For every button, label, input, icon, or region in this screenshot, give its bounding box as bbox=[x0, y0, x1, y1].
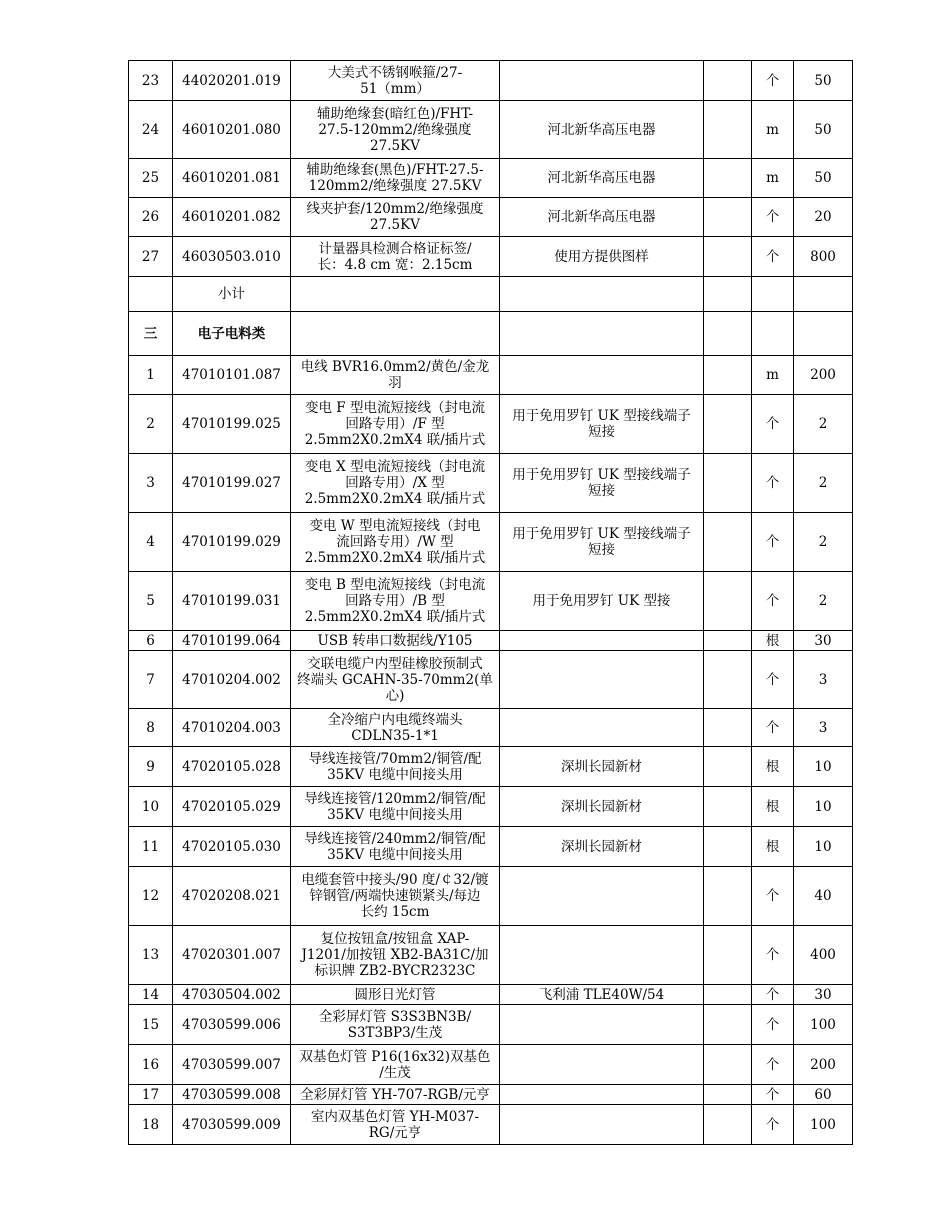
unit-cell: 个 bbox=[752, 985, 794, 1005]
blank-cell-cell bbox=[704, 631, 752, 651]
unit-cell: 根 bbox=[752, 827, 794, 867]
blank-cell-cell bbox=[704, 356, 752, 395]
blank-cell-cell bbox=[704, 101, 752, 159]
row-number-cell: 27 bbox=[129, 237, 173, 277]
material-name-cell: 变电 W 型电流短接线（封电 流回路专用）/W 型 2.5mm2X0.2mX4 联/插片式 bbox=[291, 513, 500, 572]
material-code-cell: 47020105.029 bbox=[173, 787, 291, 827]
row-number-cell: 7 bbox=[129, 651, 173, 709]
table-row bbox=[129, 395, 853, 454]
materials-table-body bbox=[129, 61, 853, 1145]
supplier-note-cell: 用于免用罗钉 UK 型接线端子 短接 bbox=[500, 513, 704, 572]
supplier-note-cell bbox=[500, 926, 704, 985]
supplier-note-cell: 深圳长园新材 bbox=[500, 827, 704, 867]
supplier-note-cell bbox=[500, 1005, 704, 1045]
material-code-cell: 47020105.030 bbox=[173, 827, 291, 867]
section-row bbox=[129, 312, 853, 356]
supplier-note-cell bbox=[500, 356, 704, 395]
row-number-cell: 18 bbox=[129, 1105, 173, 1145]
supplier-note-cell: 用于免用罗钉 UK 型接 bbox=[500, 572, 704, 631]
blank-cell-cell bbox=[704, 61, 752, 101]
material-code-cell: 47010101.087 bbox=[173, 356, 291, 395]
material-code-cell: 47030599.008 bbox=[173, 1085, 291, 1105]
unit-cell: 根 bbox=[752, 787, 794, 827]
table-row bbox=[129, 631, 853, 651]
material-code-cell: 46010201.081 bbox=[173, 159, 291, 198]
quantity-cell: 2 bbox=[794, 572, 853, 631]
material-name-cell: 变电 X 型电流短接线（封电流 回路专用）/X 型 2.5mm2X0.2mX4 联/插片式 bbox=[291, 454, 500, 513]
material-code-cell: 47010199.029 bbox=[173, 513, 291, 572]
unit-cell: 个 bbox=[752, 926, 794, 985]
row-number-cell: 17 bbox=[129, 1085, 173, 1105]
supplier-note-cell bbox=[500, 651, 704, 709]
blank-cell-cell bbox=[704, 198, 752, 237]
row-number-cell: 9 bbox=[129, 747, 173, 787]
blank-cell-cell bbox=[704, 985, 752, 1005]
material-code-cell: 47010199.027 bbox=[173, 454, 291, 513]
unit-cell: 个 bbox=[752, 1005, 794, 1045]
blank-cell-cell bbox=[704, 237, 752, 277]
blank-cell-cell bbox=[704, 454, 752, 513]
material-name-cell: 电缆套管中接头/90 度/￠32/镀 锌钢管/两端快速锁紧头/每边 长约 15cm bbox=[291, 867, 500, 926]
material-name-cell: 圆形日光灯管 bbox=[291, 985, 500, 1005]
table-row bbox=[129, 61, 853, 101]
table-row bbox=[129, 237, 853, 277]
table-row bbox=[129, 1105, 853, 1145]
row-number-cell: 三 bbox=[129, 312, 173, 356]
material-name-cell: 复位按钮盒/按钮盒 XAP- J1201/加按钮 XB2-BA31C/加 标识牌 ZB2-BYCR2323C bbox=[291, 926, 500, 985]
table-row bbox=[129, 277, 853, 312]
material-code-cell: 47010199.064 bbox=[173, 631, 291, 651]
unit-cell bbox=[752, 277, 794, 312]
blank-cell-cell bbox=[704, 867, 752, 926]
material-name-cell: 计量器具检测合格证标签/ 长：4.8 cm 宽：2.15cm bbox=[291, 237, 500, 277]
unit-cell: 个 bbox=[752, 1045, 794, 1085]
row-number-cell: 12 bbox=[129, 867, 173, 926]
blank-cell-cell bbox=[704, 926, 752, 985]
supplier-note-cell bbox=[500, 631, 704, 651]
unit-cell: 个 bbox=[752, 572, 794, 631]
blank-cell-cell bbox=[704, 651, 752, 709]
blank-cell-cell bbox=[704, 159, 752, 198]
row-number-cell: 6 bbox=[129, 631, 173, 651]
quantity-cell: 3 bbox=[794, 651, 853, 709]
table-row bbox=[129, 454, 853, 513]
unit-cell: 个 bbox=[752, 1105, 794, 1145]
material-code-cell: 46010201.080 bbox=[173, 101, 291, 159]
blank-cell-cell bbox=[704, 1085, 752, 1105]
supplier-note-cell bbox=[500, 61, 704, 101]
table-row bbox=[129, 867, 853, 926]
table-row bbox=[129, 572, 853, 631]
table-row bbox=[129, 709, 853, 747]
unit-cell: m bbox=[752, 356, 794, 395]
row-number-cell: 10 bbox=[129, 787, 173, 827]
supplier-note-cell bbox=[500, 1085, 704, 1105]
unit-cell: 根 bbox=[752, 631, 794, 651]
quantity-cell: 10 bbox=[794, 747, 853, 787]
unit-cell: 个 bbox=[752, 237, 794, 277]
blank-cell-cell bbox=[704, 277, 752, 312]
material-name-cell: 全彩屏灯管 YH-707-RGB/元亨 bbox=[291, 1085, 500, 1105]
quantity-cell: 10 bbox=[794, 787, 853, 827]
material-name-cell: 导线连接管/120mm2/铜管/配 35KV 电缆中间接头用 bbox=[291, 787, 500, 827]
unit-cell bbox=[752, 312, 794, 356]
material-name-cell: 大美式不锈钢喉箍/27- 51（mm） bbox=[291, 61, 500, 101]
material-code-cell: 47030599.009 bbox=[173, 1105, 291, 1145]
material-code-cell: 小计 bbox=[173, 277, 291, 312]
material-name-cell: 全彩屏灯管 S3S3BN3B/ S3T3BP3/生茂 bbox=[291, 1005, 500, 1045]
supplier-note-cell: 河北新华高压电器 bbox=[500, 198, 704, 237]
row-number-cell: 25 bbox=[129, 159, 173, 198]
material-code-cell: 47010199.031 bbox=[173, 572, 291, 631]
row-number-cell: 3 bbox=[129, 454, 173, 513]
material-code-cell: 46030503.010 bbox=[173, 237, 291, 277]
table-row bbox=[129, 651, 853, 709]
unit-cell: 个 bbox=[752, 513, 794, 572]
supplier-note-cell: 深圳长园新材 bbox=[500, 787, 704, 827]
unit-cell: 个 bbox=[752, 198, 794, 237]
row-number-cell: 26 bbox=[129, 198, 173, 237]
blank-cell-cell bbox=[704, 1005, 752, 1045]
material-name-cell: 变电 F 型电流短接线（封电流 回路专用）/F 型 2.5mm2X0.2mX4 联/插片式 bbox=[291, 395, 500, 454]
supplier-note-cell: 用于免用罗钉 UK 型接线端子 短接 bbox=[500, 395, 704, 454]
row-number-cell: 1 bbox=[129, 356, 173, 395]
quantity-cell: 800 bbox=[794, 237, 853, 277]
material-name-cell: 变电 B 型电流短接线（封电流 回路专用）/B 型 2.5mm2X0.2mX4 联/插片式 bbox=[291, 572, 500, 631]
supplier-note-cell: 深圳长园新材 bbox=[500, 747, 704, 787]
quantity-cell: 60 bbox=[794, 1085, 853, 1105]
quantity-cell: 200 bbox=[794, 356, 853, 395]
row-number-cell: 8 bbox=[129, 709, 173, 747]
row-number-cell: 23 bbox=[129, 61, 173, 101]
supplier-note-cell bbox=[500, 1045, 704, 1085]
quantity-cell: 3 bbox=[794, 709, 853, 747]
blank-cell-cell bbox=[704, 787, 752, 827]
table-row bbox=[129, 985, 853, 1005]
blank-cell-cell bbox=[704, 1045, 752, 1085]
material-name-cell bbox=[291, 277, 500, 312]
table-row bbox=[129, 356, 853, 395]
material-name-cell: 全冷缩户内电缆终端头 CDLN35-1*1 bbox=[291, 709, 500, 747]
material-code-cell: 47010204.003 bbox=[173, 709, 291, 747]
blank-cell-cell bbox=[704, 395, 752, 454]
supplier-note-cell bbox=[500, 709, 704, 747]
blank-cell-cell bbox=[704, 572, 752, 631]
table-row bbox=[129, 1085, 853, 1105]
table-row bbox=[129, 198, 853, 237]
quantity-cell: 2 bbox=[794, 454, 853, 513]
material-code-cell: 电子电料类 bbox=[173, 312, 291, 356]
row-number-cell: 14 bbox=[129, 985, 173, 1005]
unit-cell: 个 bbox=[752, 651, 794, 709]
material-name-cell: USB 转串口数据线/Y105 bbox=[291, 631, 500, 651]
table-row bbox=[129, 159, 853, 198]
quantity-cell: 10 bbox=[794, 827, 853, 867]
unit-cell: 个 bbox=[752, 454, 794, 513]
table-row bbox=[129, 827, 853, 867]
row-number-cell: 11 bbox=[129, 827, 173, 867]
material-code-cell: 47030504.002 bbox=[173, 985, 291, 1005]
material-code-cell: 47020105.028 bbox=[173, 747, 291, 787]
quantity-cell: 100 bbox=[794, 1105, 853, 1145]
blank-cell-cell bbox=[704, 747, 752, 787]
material-name-cell: 交联电缆户内型硅橡胶预制式 终端头 GCAHN-35-70mm2(单 心) bbox=[291, 651, 500, 709]
supplier-note-cell: 飞利浦 TLE40W/54 bbox=[500, 985, 704, 1005]
unit-cell: 个 bbox=[752, 709, 794, 747]
quantity-cell: 30 bbox=[794, 631, 853, 651]
quantity-cell: 50 bbox=[794, 159, 853, 198]
table-row bbox=[129, 1045, 853, 1085]
quantity-cell: 200 bbox=[794, 1045, 853, 1085]
material-code-cell: 44020201.019 bbox=[173, 61, 291, 101]
material-name-cell: 辅助绝缘套(暗红色)/FHT- 27.5-120mm2/绝缘强度 27.5KV bbox=[291, 101, 500, 159]
supplier-note-cell bbox=[500, 312, 704, 356]
row-number-cell bbox=[129, 277, 173, 312]
row-number-cell: 13 bbox=[129, 926, 173, 985]
table-row bbox=[129, 787, 853, 827]
quantity-cell: 50 bbox=[794, 101, 853, 159]
row-number-cell: 5 bbox=[129, 572, 173, 631]
blank-cell-cell bbox=[704, 827, 752, 867]
material-code-cell: 47020208.021 bbox=[173, 867, 291, 926]
material-name-cell: 电线 BVR16.0mm2/黄色/金龙 羽 bbox=[291, 356, 500, 395]
table-row bbox=[129, 101, 853, 159]
materials-table bbox=[128, 60, 853, 1145]
quantity-cell: 400 bbox=[794, 926, 853, 985]
unit-cell: 个 bbox=[752, 867, 794, 926]
row-number-cell: 15 bbox=[129, 1005, 173, 1045]
material-name-cell: 线夹护套/120mm2/绝缘强度 27.5KV bbox=[291, 198, 500, 237]
unit-cell: 个 bbox=[752, 395, 794, 454]
quantity-cell bbox=[794, 312, 853, 356]
table-row bbox=[129, 747, 853, 787]
supplier-note-cell: 用于免用罗钉 UK 型接线端子 短接 bbox=[500, 454, 704, 513]
supplier-note-cell: 使用方提供图样 bbox=[500, 237, 704, 277]
quantity-cell bbox=[794, 277, 853, 312]
quantity-cell: 40 bbox=[794, 867, 853, 926]
quantity-cell: 20 bbox=[794, 198, 853, 237]
unit-cell: 个 bbox=[752, 1085, 794, 1105]
blank-cell-cell bbox=[704, 709, 752, 747]
blank-cell-cell bbox=[704, 1105, 752, 1145]
material-code-cell: 46010201.082 bbox=[173, 198, 291, 237]
material-code-cell: 47010204.002 bbox=[173, 651, 291, 709]
unit-cell: m bbox=[752, 101, 794, 159]
supplier-note-cell bbox=[500, 867, 704, 926]
table-row bbox=[129, 1005, 853, 1045]
supplier-note-cell bbox=[500, 1105, 704, 1145]
quantity-cell: 30 bbox=[794, 985, 853, 1005]
material-name-cell bbox=[291, 312, 500, 356]
material-code-cell: 47010199.025 bbox=[173, 395, 291, 454]
unit-cell: m bbox=[752, 159, 794, 198]
blank-cell-cell bbox=[704, 513, 752, 572]
row-number-cell: 4 bbox=[129, 513, 173, 572]
supplier-note-cell: 河北新华高压电器 bbox=[500, 159, 704, 198]
material-name-cell: 双基色灯管 P16(16x32)双基色 /生茂 bbox=[291, 1045, 500, 1085]
unit-cell: 根 bbox=[752, 747, 794, 787]
material-name-cell: 导线连接管/240mm2/铜管/配 35KV 电缆中间接头用 bbox=[291, 827, 500, 867]
row-number-cell: 24 bbox=[129, 101, 173, 159]
material-code-cell: 47030599.007 bbox=[173, 1045, 291, 1085]
material-name-cell: 导线连接管/70mm2/铜管/配 35KV 电缆中间接头用 bbox=[291, 747, 500, 787]
table-row bbox=[129, 513, 853, 572]
row-number-cell: 2 bbox=[129, 395, 173, 454]
quantity-cell: 2 bbox=[794, 395, 853, 454]
row-number-cell: 16 bbox=[129, 1045, 173, 1085]
supplier-note-cell bbox=[500, 277, 704, 312]
material-name-cell: 室内双基色灯管 YH-M037- RG/元亨 bbox=[291, 1105, 500, 1145]
supplier-note-cell: 河北新华高压电器 bbox=[500, 101, 704, 159]
material-code-cell: 47030599.006 bbox=[173, 1005, 291, 1045]
quantity-cell: 100 bbox=[794, 1005, 853, 1045]
quantity-cell: 50 bbox=[794, 61, 853, 101]
material-code-cell: 47020301.007 bbox=[173, 926, 291, 985]
quantity-cell: 2 bbox=[794, 513, 853, 572]
table-row bbox=[129, 926, 853, 985]
blank-cell-cell bbox=[704, 312, 752, 356]
unit-cell: 个 bbox=[752, 61, 794, 101]
material-name-cell: 辅助绝缘套(黑色)/FHT-27.5- 120mm2/绝缘强度 27.5KV bbox=[291, 159, 500, 198]
